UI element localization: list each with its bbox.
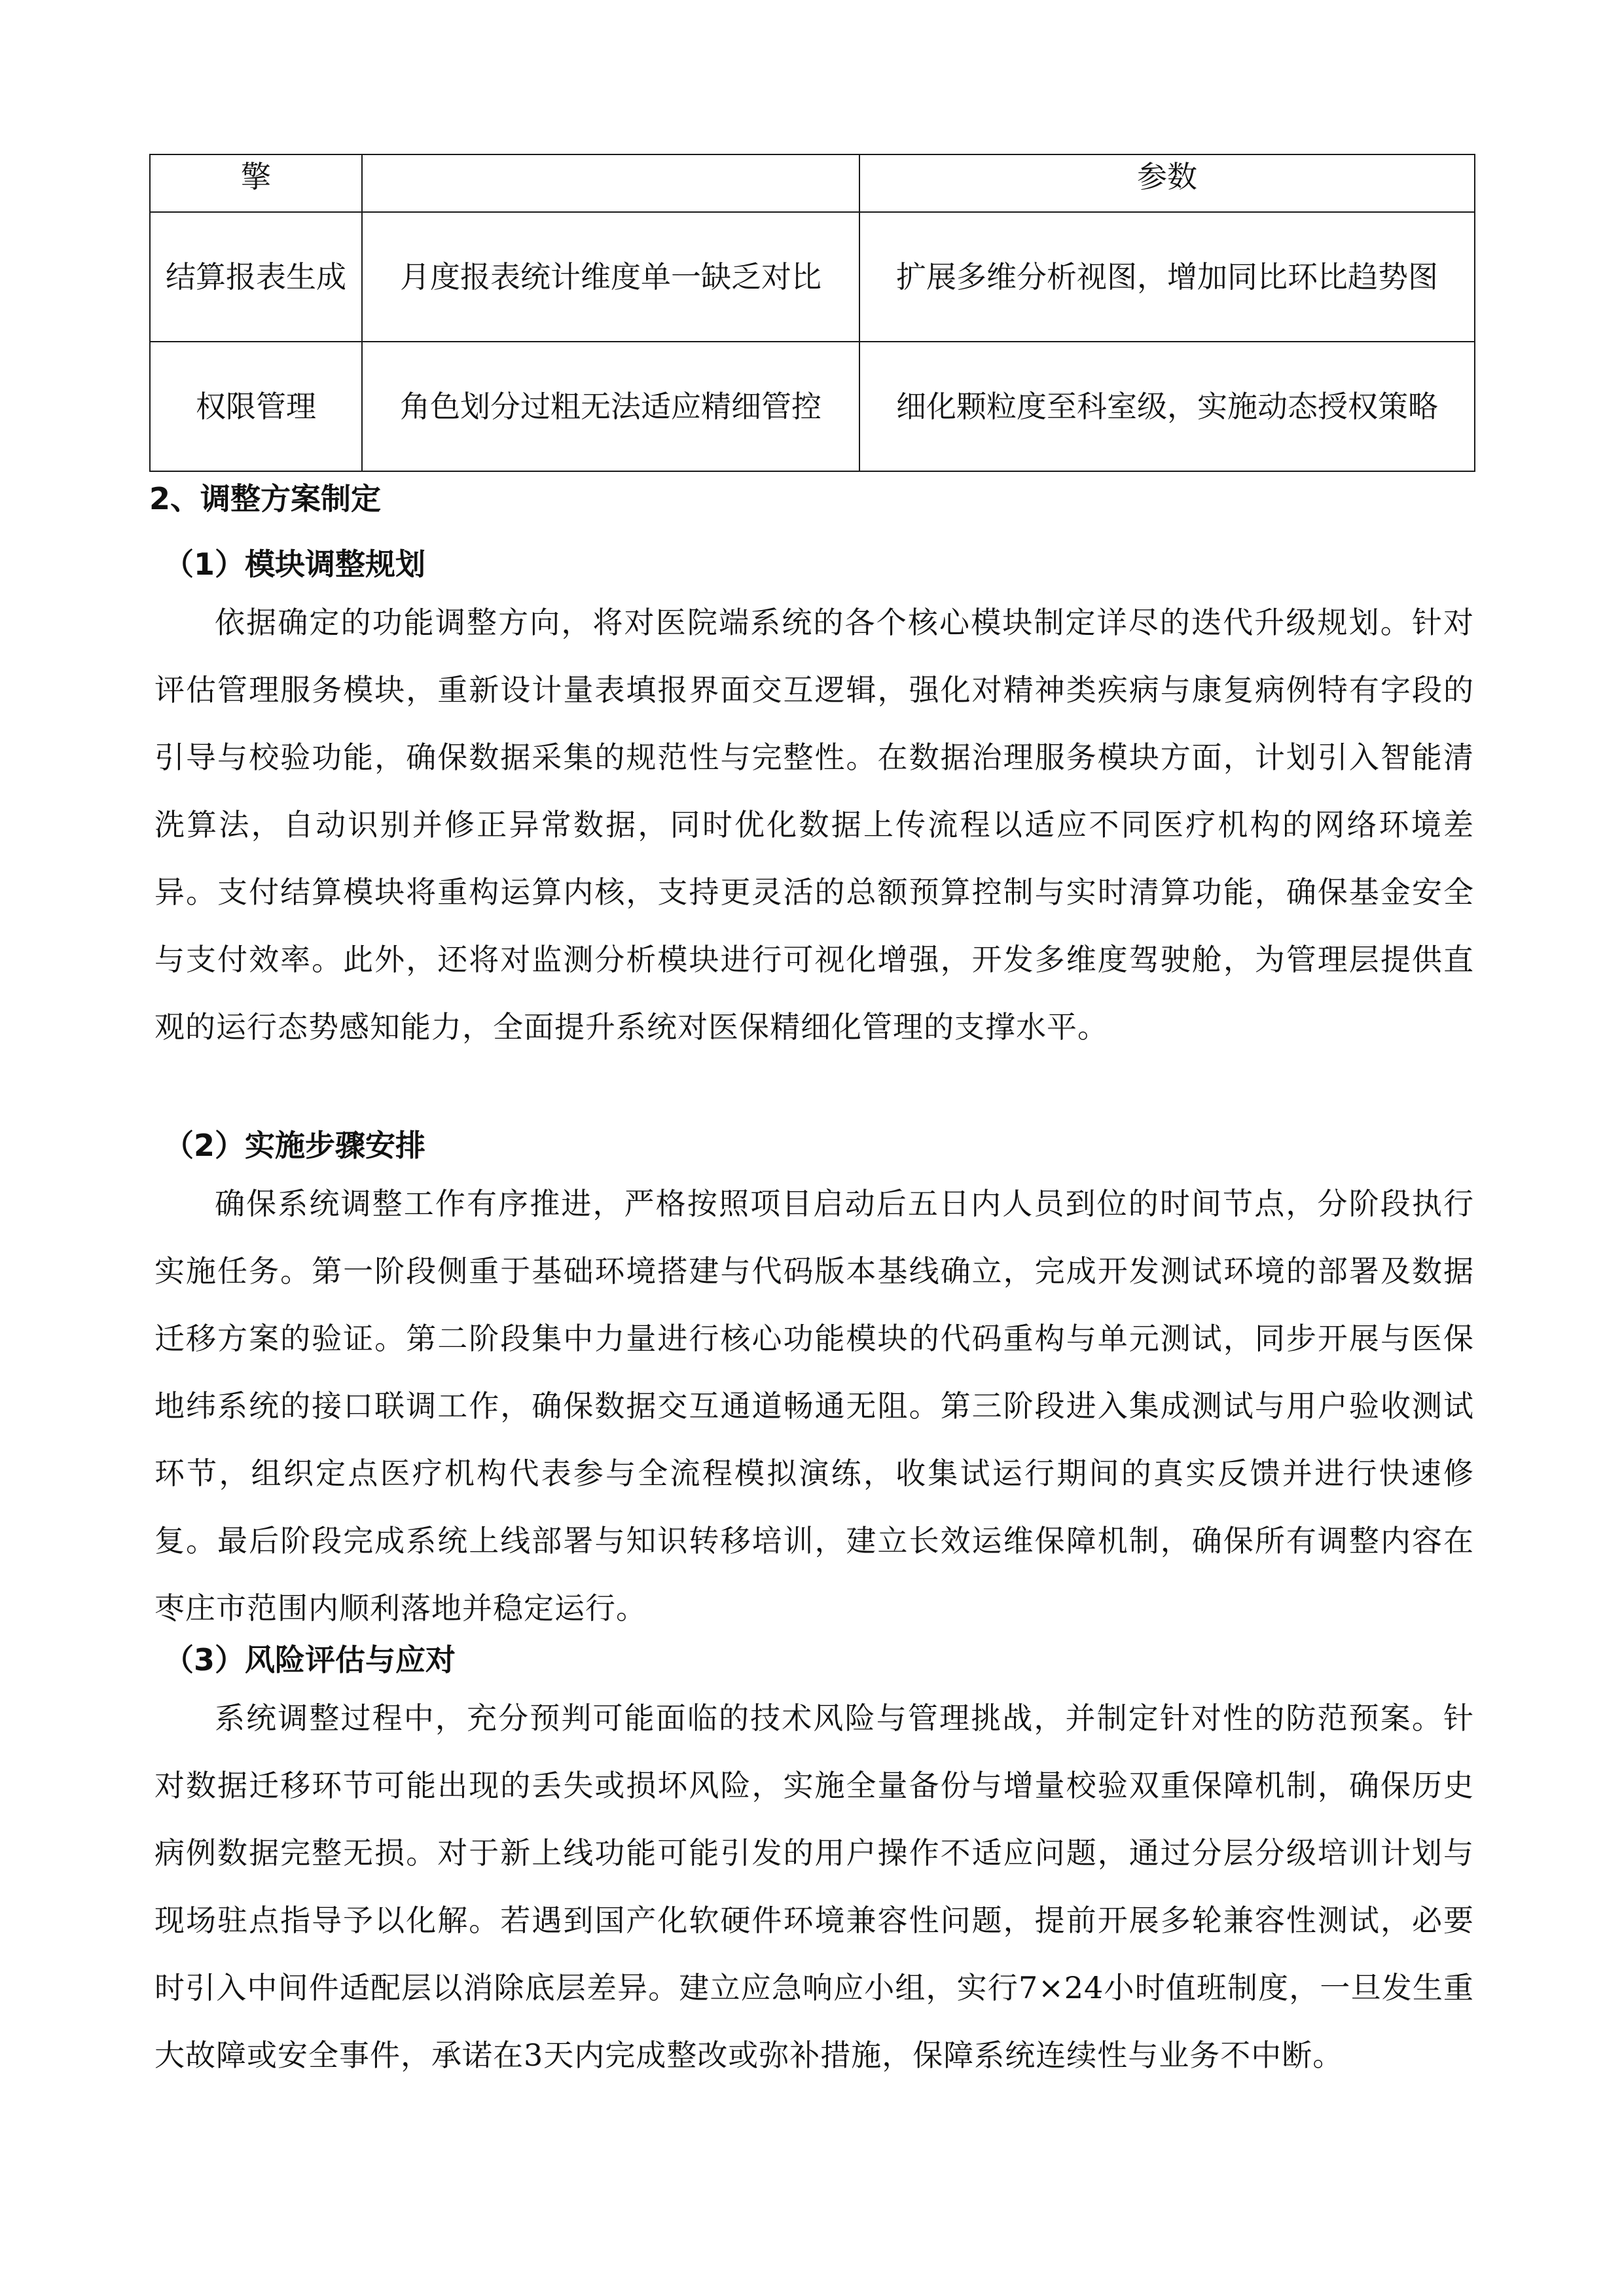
table-cell (362, 154, 859, 212)
table-cell: 角色划分过粗无法适应精细管控 (362, 342, 859, 471)
subsection-heading-3: （3）风险评估与应对 (164, 1642, 456, 1677)
table-cell: 擎 (150, 154, 362, 212)
table-cell: 权限管理 (150, 342, 362, 471)
table-cell: 扩展多维分析视图，增加同比环比趋势图 (859, 212, 1475, 342)
section-heading: 2、调整方案制定 (149, 481, 382, 516)
table-cell: 参数 (859, 154, 1475, 212)
table-row (150, 342, 1475, 471)
paragraph-module-plan: 依据确定的功能调整方向，将对医院端系统的各个核心模块制定详尽的迭代升级规划。针对评估管理服务模块，重新设计量表填报界面交互逻辑，强化对精神类疾病与康复病例特有字段的引导与校验功能，确保数据采集的规范性与完整性。在数据治理服务模块方面，计划引入智能清洗算法，自动识别并修正异常数据，同时优化数据上传流程以适应不同医疗机构的网络环境差异。支付结算模块将重构运算内核，支持更灵活的总额预算控制与实时清算功能，确保基金安全与支付效率。此外，还将对监测分析模块进行可视化增强，开发多维度驾驶舱，为管理层提供直观的运行态势感知能力，全面提升系统对医保精细化管理的支撑水平。 (154, 605, 1474, 1045)
table-cell: 月度报表统计维度单一缺乏对比 (362, 212, 859, 342)
table-cell: 结算报表生成 (150, 212, 362, 342)
paragraph-risk-assessment: 系统调整过程中，充分预判可能面临的技术风险与管理挑战，并制定针对性的防范预案。针对数据迁移环节可能出现的丢失或损坏风险，实施全量备份与增量校验双重保障机制，确保历史病例数据完整无损。对于新上线功能可能引发的用户操作不适应问题，通过分层分级培训计划与现场驻点指导予以化解。若遇到国产化软硬件环境兼容性问题，提前开展多轮兼容性测试，必要时引入中间件适配层以消除底层差异。建立应急响应小组，实行7×24小时值班制度，一旦发生重大故障或安全事件，承诺在3天内完成整改或弥补措施，保障系统连续性与业务不中断。 (154, 1700, 1474, 2073)
table-cell: 细化颗粒度至科室级，实施动态授权策略 (859, 342, 1475, 471)
subsection-heading-2: （2）实施步骤安排 (164, 1128, 426, 1163)
subsection-heading-1: （1）模块调整规划 (164, 547, 426, 582)
adjustment-table (149, 154, 1475, 472)
table-row (150, 212, 1475, 342)
table-row (150, 154, 1475, 212)
paragraph-implementation-steps: 确保系统调整工作有序推进，严格按照项目启动后五日内人员到位的时间节点，分阶段执行实施任务。第一阶段侧重于基础环境搭建与代码版本基线确立，完成开发测试环境的部署及数据迁移方案的验证。第二阶段集中力量进行核心功能模块的代码重构与单元测试，同步开展与医保地纬系统的接口联调工作，确保数据交互通道畅通无阻。第三阶段进入集成测试与用户验收测试环节，组织定点医疗机构代表参与全流程模拟演练，收集试运行期间的真实反馈并进行快速修复。最后阶段完成系统上线部署与知识转移培训，建立长效运维保障机制，确保所有调整内容在枣庄市范围内顺利落地并稳定运行。 (154, 1186, 1474, 1626)
